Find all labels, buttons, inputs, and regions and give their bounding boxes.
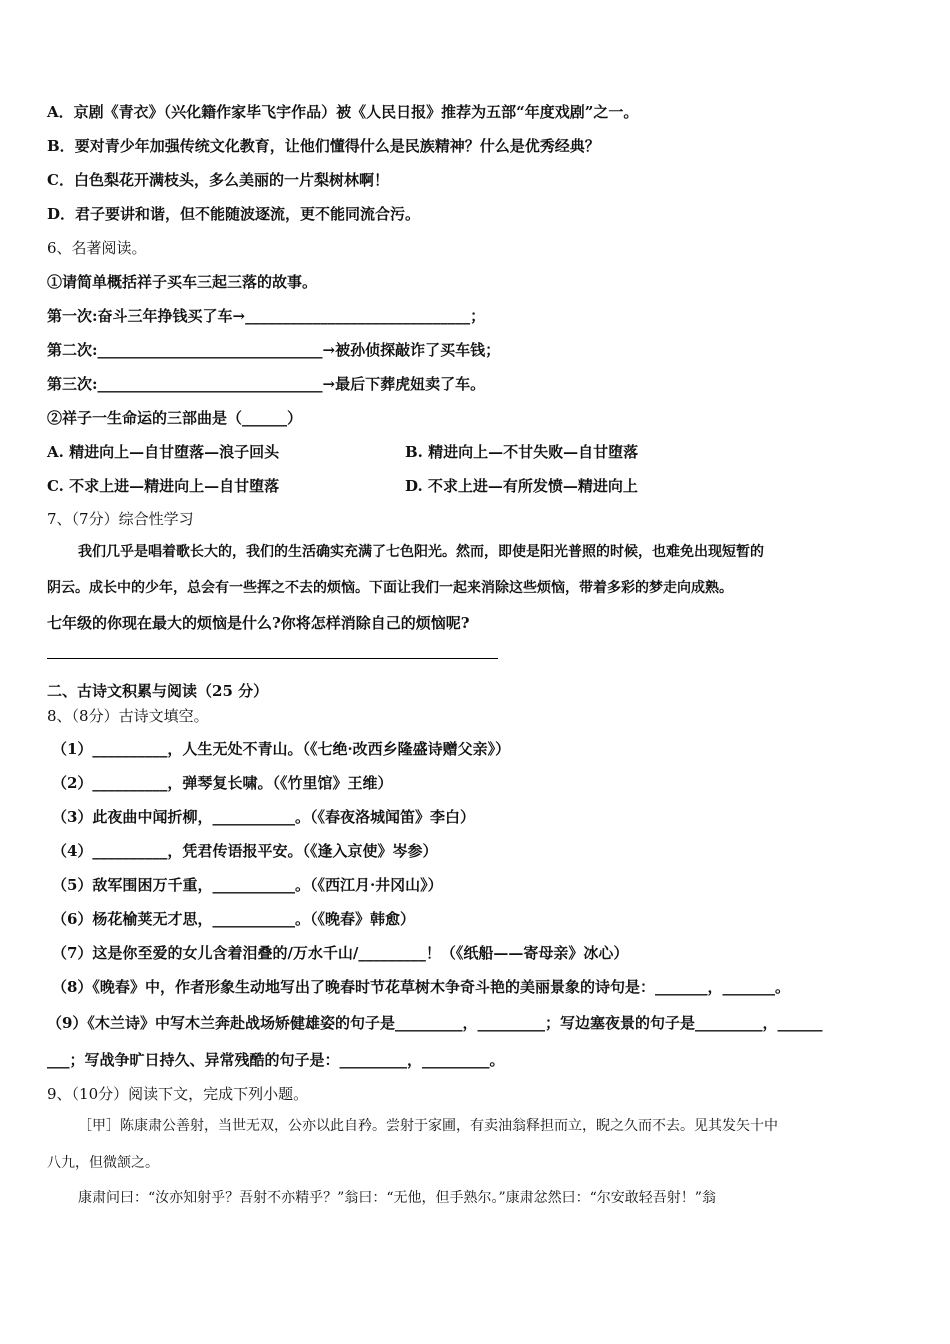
answer-line bbox=[47, 658, 498, 659]
q8-item-4: （4）__________，凭君传语报平安。（《逢入京使》岑参） bbox=[52, 842, 438, 860]
q6-first: 第一次:奋斗三年挣钱买了车→______________________________； bbox=[47, 307, 486, 325]
q6-title: 6、名著阅读。 bbox=[47, 239, 147, 257]
q7-paragraph-2: 阴云。成长中的少年，总会有一些挥之不去的烦恼。下面让我们一起来消除这些烦恼，带着多彩的梦走向成熟。 bbox=[47, 580, 733, 596]
q9-title: 9、（10分）阅读下文，完成下列小题。 bbox=[47, 1085, 309, 1103]
q9-passage-1a: ［甲］陈康肃公善射，当世无双，公亦以此自矜。尝射于家圃，有卖油翁释担而立，睨之久而不去。见其发矢十中 bbox=[78, 1118, 778, 1134]
q8-item-3: （3）此夜曲中闻折柳，___________。（《春夜洛城闻笛》李白） bbox=[52, 808, 475, 826]
q8-item-9-cont: ___；写战争旷日持久、异常残酷的句子是：_________，_________。 bbox=[47, 1051, 505, 1069]
q8-item-6: （6）杨花榆荚无才思，___________。（《晚春》韩愈） bbox=[52, 910, 415, 928]
q6-option-b: B. 精进向上—不甘失败—自甘堕落 bbox=[405, 443, 639, 461]
q6-second: 第二次:______________________________→被孙侦探敲诈了买车钱； bbox=[47, 341, 501, 359]
q8-item-8: （8）《晚春》中，作者形象生动地写出了晚春时节花草树木争奇斗艳的美丽景象的诗句是：_______，_______。 bbox=[52, 978, 790, 996]
q9-passage-1b: 八九，但微颔之。 bbox=[47, 1155, 159, 1171]
q5-option-c: C．白色梨花开满枝头，多么美丽的一片梨树林啊！ bbox=[47, 171, 389, 189]
q9-passage-2: 康肃问曰：“汝亦知射乎？吾射不亦精乎？”翁曰：“无他，但手熟尔。”康肃忿然曰：“尔安敢轻吾射！”翁 bbox=[78, 1190, 716, 1206]
q7-title: 7、（7分）综合性学习 bbox=[47, 510, 194, 528]
q6-option-a: A. 精进向上—自甘堕落—浪子回头 bbox=[47, 443, 280, 461]
q6-sub1: ①请简单概括祥子买车三起三落的故事。 bbox=[47, 273, 318, 291]
q5-option-d: D．君子要讲和谐，但不能随波逐流，更不能同流合污。 bbox=[47, 205, 421, 223]
q7-question: 七年级的你现在最大的烦恼是什么?你将怎样消除自己的烦恼呢? bbox=[47, 614, 470, 632]
q8-item-9: （9）《木兰诗》中写木兰奔赴战场矫健雄姿的句子是_________，_________；写边塞夜景的句子是_________，______ bbox=[47, 1014, 823, 1032]
q8-title: 8、（8分）古诗文填空。 bbox=[47, 707, 209, 725]
q6-third: 第三次:______________________________→最后下葬虎妞卖了车。 bbox=[47, 375, 486, 393]
q8-item-5: （5）敌军围困万千重，___________。（《西江月·井冈山》） bbox=[52, 876, 443, 894]
q8-item-7: （7）这是你至爱的女儿含着泪叠的/万水千山/_________！（《纸船——寄母亲》冰心） bbox=[52, 944, 629, 962]
q5-option-b: B．要对青少年加强传统文化教育，让他们懂得什么是民族精神？什么是优秀经典？ bbox=[47, 137, 600, 155]
q8-item-1: （1）__________，人生无处不青山。（《七绝·改西乡隆盛诗赠父亲》） bbox=[52, 740, 511, 758]
q6-sub2: ②祥子一生命运的三部曲是（______） bbox=[47, 409, 303, 427]
section-2-heading: 二、古诗文积累与阅读（25 分） bbox=[47, 682, 269, 700]
q6-option-d: D. 不求上进—有所发愤—精进向上 bbox=[405, 477, 638, 495]
q6-option-c: C. 不求上进—精进向上—自甘堕落 bbox=[47, 477, 280, 495]
q5-option-a: A．京剧《青衣》（兴化籍作家毕飞宇作品）被《人民日报》推荐为五部“年度戏剧”之一。 bbox=[47, 103, 639, 121]
q8-item-2: （2）__________，弹琴复长啸。（《竹里馆》王维） bbox=[52, 774, 393, 792]
q7-paragraph-1: 我们几乎是唱着歌长大的，我们的生活确实充满了七色阳光。然而，即使是阳光普照的时候，也难免出现短暂的 bbox=[78, 544, 764, 560]
